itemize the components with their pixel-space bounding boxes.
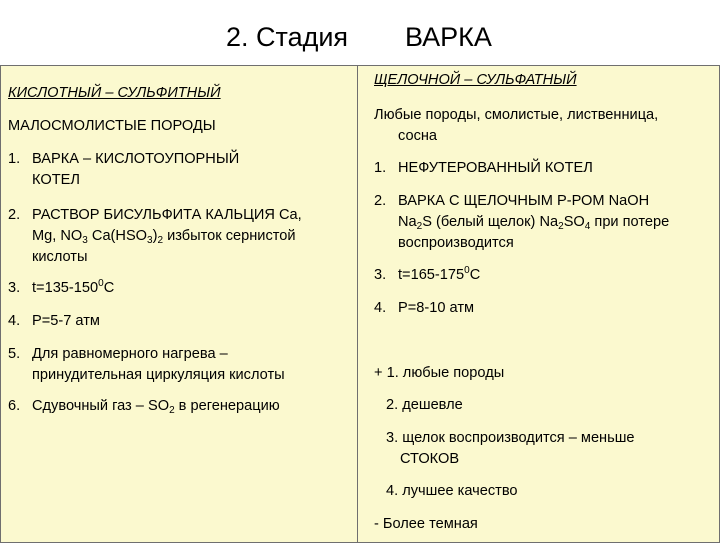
left-item-3: 3. $t=135-150^0C$ xyxy=(8,278,115,296)
acid-sulfite-panel xyxy=(0,65,358,543)
con-1: - Более темная xyxy=(374,516,478,532)
slide-title-name: ВАРКА xyxy=(405,22,492,52)
left-item-5: 5. Для равномерного нагрева – принудительная циркуляция кислоты xyxy=(8,346,285,383)
left-item-4: 4. P=5-7 атм xyxy=(8,313,100,329)
right-item-3: 3. $t=165-175^0C$ xyxy=(374,265,481,283)
right-item-2: 2. ВАРКА С ЩЕЛОЧНЫМ Р-РОМ NaOH $Na_2S$ (белый щелок) $Na_2SO_4$ при потере воспроизводится xyxy=(374,193,670,251)
alkaline-sulfate-panel xyxy=(357,65,720,543)
right-intro: Любые породы, смолистые, лиственница, сосна xyxy=(374,107,659,144)
left-item-1: 1. ВАРКА – КИСЛОТОУПОРНЫЙ КОТЕЛ xyxy=(8,151,240,188)
left-item-6: 6. Сдувочный газ – $SO_2$ в регенерацию xyxy=(8,398,280,416)
right-heading: ЩЕЛОЧНОЙ – СУЛЬФАТНЫЙ xyxy=(374,72,577,88)
right-item-4: 4. P=8-10 атм xyxy=(374,300,475,316)
right-item-1: 1. НЕФУТЕРОВАННЫЙ КОТЕЛ xyxy=(374,160,593,176)
left-item-2: 2. РАСТВОР БИСУЛЬФИТА КАЛЬЦИЯ Ca, Mg, $NO_3$ $Ca(HSO_3)_2$ избыток сернистой кислоты xyxy=(8,207,302,265)
pro-1: + 1. любые породы xyxy=(374,365,505,381)
slide-title-stage: 2. Стадия xyxy=(226,22,349,52)
pro-3: 3. щелок воспроизводится – меньше СТОКОВ xyxy=(386,430,635,467)
left-heading: КИСЛОТНЫЙ – СУЛЬФИТНЫЙ xyxy=(8,85,221,101)
left-subheading: МАЛОСМОЛИСТЫЕ ПОРОДЫ xyxy=(8,118,216,134)
pro-2: 2. дешевле xyxy=(386,397,463,413)
pro-4: 4. лучшее качество xyxy=(386,483,518,499)
